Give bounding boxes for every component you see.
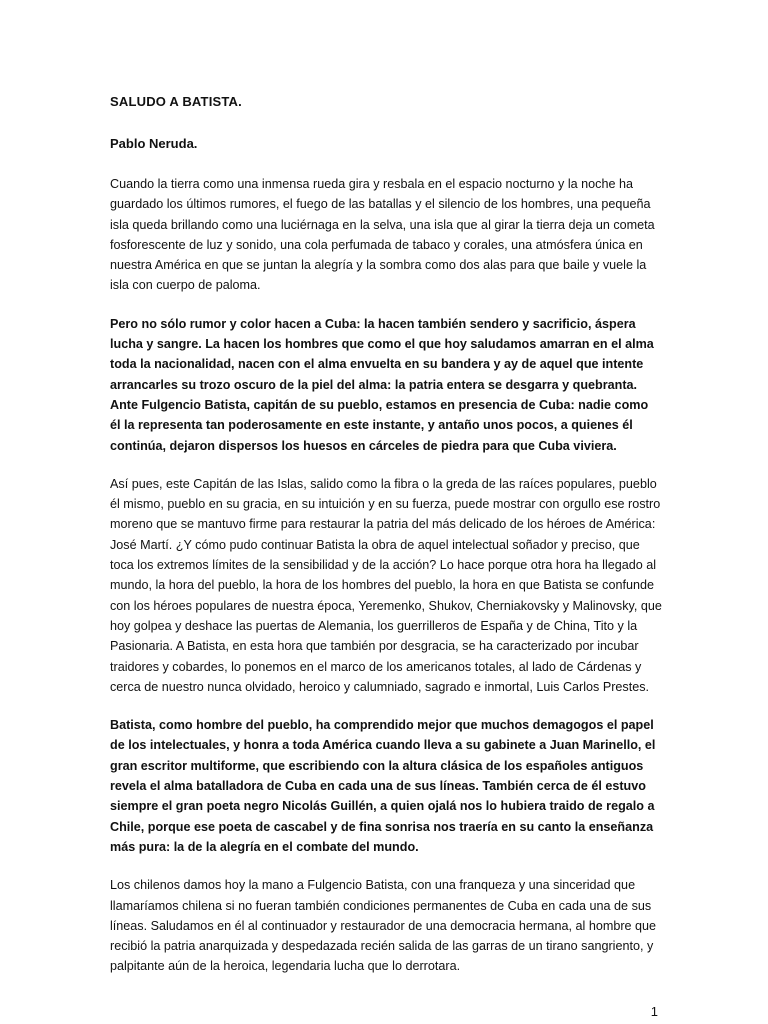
paragraph-1: Cuando la tierra como una inmensa rueda gira y resbala en el espacio nocturno y la noche ha guardado los últimos rumores, el fuego de las batallas y el silencio de los hombres, una pequeña isla queda brillando como una luciérnaga en la selva, una isla que al girar la tierra deja un cometa fosforescente de luz y sonido, una cola perfumada de tabaco y corales, una atmósfera única en nuestra América en que se juntan la alegría y la sombra como dos alas para que baile y vuele la isla con cuerpo de paloma.: [110, 177, 655, 293]
paragraph-3: Así pues, este Capitán de las Islas, salido como la fibra o la greda de las raíces populares, pueblo él mismo, pueblo en su gracia, en su intuición y en su fuerza, puede mostrar con orgullo ese rostro moreno que se mantuvo firme para restaurar la patria del más delicado de los héroes de América: José Martí. ¿Y cómo pudo continuar Batista la obra de aquel intelectual soñador y preciso, que toca los extremos límites de la sensibilidad y de la acción? Lo hace porque otra hora ha llegado al mundo, la hora del pueblo, la hora de los hombres del pueblo, la hora en que Batista se confunde con los héroes populares de nuestra época, Yeremenko, Shukov, Cherniakovsky y Malinovsky, que hoy golpea y deshace las puertas de Alemania, los guerrilleros de España y de China, Tito y la Pasionaria. A Batista, en esta hora que también por desgracia, se ha caracterizado por incubar traidores y cobardes, lo ponemos en el marco de los americanos totales, al lado de Cárdenas y cerca de nuestro nunca olvidado, heroico y calumniado, sagrado e inmortal, Luis Carlos Prestes.: [110, 476, 662, 694]
document-title: SALUDO A BATISTA.: [110, 94, 242, 109]
page-number: 1: [650, 1004, 658, 1019]
document-author: Pablo Neruda.: [110, 136, 198, 151]
paragraph-2: Pero no sólo rumor y color hacen a Cuba: la hacen también sendero y sacrificio, áspera lucha y sangre. La hacen los hombres que como el que hoy saludamos amarran en el alma toda la nacionalidad, nacen con el alma envuelta en su bandera y ay de aquel que intente arrancarles su trozo oscuro de la piel del alma: la patria entera se desgarra y quebranta. Ante Fulgencio Batista, capitán de su pueblo, estamos en presencia de Cuba: nadie como él la representa tan poderosamente en este instante, y antaño unos pocos, a quienes él continúa, dejaron dispersos los huesos en cárceles de piedra para que Cuba viviera.: [110, 316, 654, 453]
paragraph-4: Batista, como hombre del pueblo, ha comprendido mejor que muchos demagogos el papel de los intelectuales, y honra a toda América cuando lleva a su gabinete a Juan Marinello, el gran escritor multiforme, que escribiendo con la altura clásica de los españoles antiguos revela el alma batalladora de Cuba en cada una de sus líneas. También cerca de él estuvo siempre el gran poeta negro Nicolás Guillén, a quien ojalá nos lo hubiera traido de regalo a Chile, porque ese poeta de cascabel y de fina sonrisa nos traería en su canto la enseñanza más pura: la de la alegría en el combate del mundo.: [110, 718, 656, 854]
paragraph-5: Los chilenos damos hoy la mano a Fulgencio Batista, con una franqueza y una sinceridad que llamaríamos chilena si no fueran también condiciones permanentes de Cuba en cada una de sus líneas. Saludamos en él al continuador y restaurador de una democracia hermana, al hombre que recibió la patria anarquizada y despedazada recién salida de las garras de un tirano sangriento, y palpitante aún de la heroica, legendaria lucha que lo derrotara.: [110, 878, 657, 974]
document-page: [110, 92, 662, 995]
